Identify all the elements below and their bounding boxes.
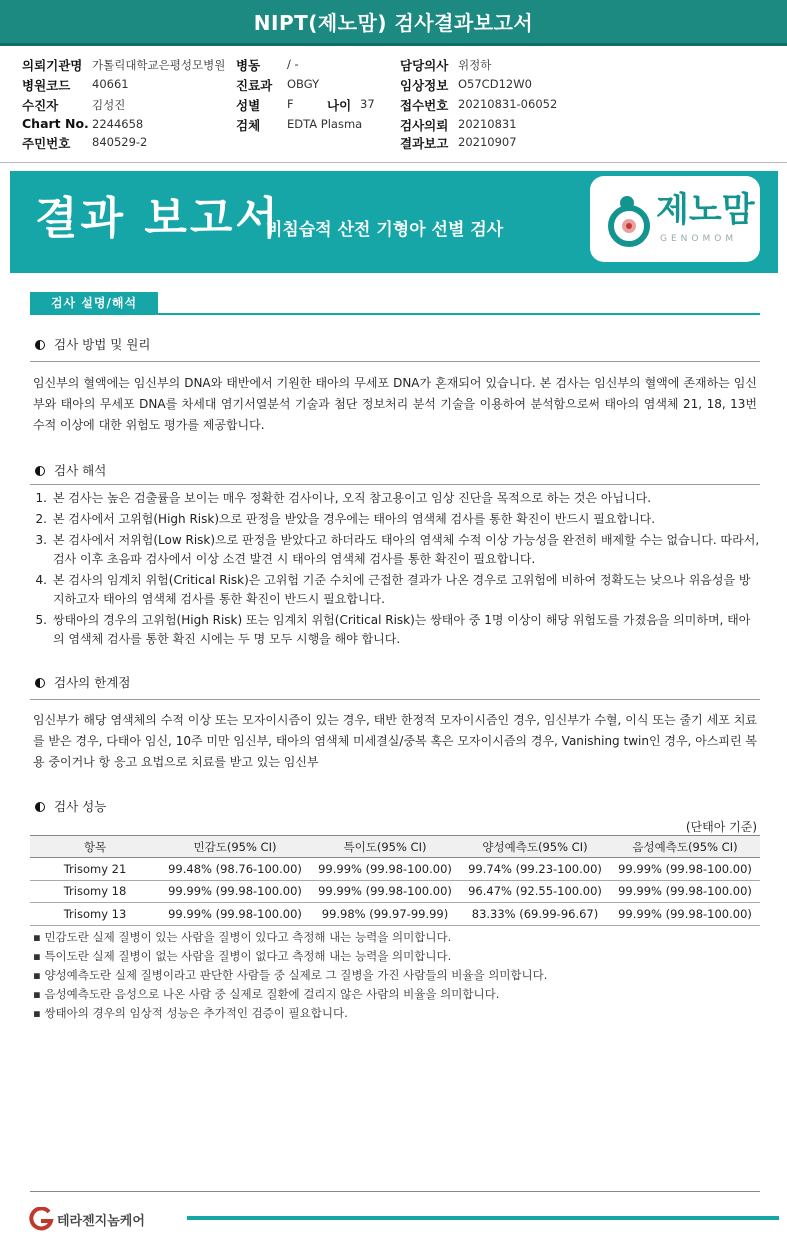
request-value: 20210831 xyxy=(458,117,517,131)
interp-title: 검사 해석 xyxy=(54,463,107,478)
specimen-value: EDTA Plasma xyxy=(287,117,363,131)
hospital-code-label: 병원코드 xyxy=(22,78,71,93)
report-date-label: 결과보고 xyxy=(400,136,449,151)
method-text: 임신부의 혈액에는 임신부의 DNA와 태반에서 기원한 태아의 무세포 DNA가 혼재되어 있습니다. 본 검사는 임신부의 혈액에 존재하는 임신부와 태아의 무세포 DNA를 차세대 염기서열분석 기술과 첨단 정보처리 분석 기술을 이용하여 분석함으로써 태아의 염색체 21, 18, 13번 수적 이상에 대한 위험도 평가를 제공합니다. xyxy=(33,376,757,432)
half-circle-icon xyxy=(35,340,45,350)
list-item: 1. 본 검사는 높은 검출률을 보이는 매우 정확한 검사이나, 오직 참고용이고 임상 진단을 목적으로 하는 것은 아닙니다. xyxy=(35,491,652,505)
method-divider xyxy=(30,361,760,362)
section-tab: 검사 설명/해석 xyxy=(30,292,158,314)
note-item: ▪ 쌍태아의 경우의 임상적 성능은 추가적인 검증이 필요합니다. xyxy=(33,1006,348,1020)
rrn-label: 주민번호 xyxy=(22,136,71,151)
genomom-logo xyxy=(590,176,760,262)
banner-title: 결과 보고서 xyxy=(35,193,281,244)
department-value: OBGY xyxy=(287,77,320,91)
hospital-code-value: 40661 xyxy=(92,77,129,91)
doctor-value: 위정하 xyxy=(458,58,492,72)
method-title: 검사 방법 및 원리 xyxy=(54,337,151,352)
performance-table xyxy=(30,835,760,926)
ward-value: / - xyxy=(287,57,299,71)
company-logo xyxy=(27,1207,145,1231)
table-row: Trisomy 18 99.99% (99.98-100.00) 99.99% (99.98-100.00) 96.47% (92.55-100.00) 99.99% (99.98-100.00) xyxy=(30,880,760,903)
list-item: 4. 본 검사의 임계치 위험(Critical Risk)은 고위험 기준 수치에 근접한 결과가 나온 경우로 고위험에 비하여 정확도는 낮으나 위음성을 방지하고자 태아의 염색체 검사를 통한 확진이 반드시 필요합니다. xyxy=(35,573,751,606)
col-item: 항목 xyxy=(30,836,160,858)
footer-bar xyxy=(187,1216,779,1220)
interp-list xyxy=(33,489,760,651)
department-label: 진료과 xyxy=(236,78,273,93)
table-row: Trisomy 13 99.99% (99.98-100.00) 99.98% (99.97-99.99) 83.33% (69.99-96.67) 99.99% (99.98-100.00) xyxy=(30,903,760,926)
table-row: Trisomy 21 99.48% (98.76-100.00) 99.99% (99.98-100.00) 99.74% (99.23-100.00) 99.99% (99.98-100.00) xyxy=(30,858,760,881)
limit-text: 임신부가 해당 염색체의 수적 이상 또는 모자이시즘이 있는 경우, 태반 한정적 모자이시즘인 경우, 임신부가 수혈, 이식 또는 줄기 세포 치료를 받은 경우, 다태아 임신, 10주 미만 임신부, 태아의 염색체 미세결실/중복 혹은 모자이시즘의 경우, Vanishing twin인 경우, 아스피린 복용 중이거나 항 응고 요법으로 치료를 받고 있는 임신부 xyxy=(33,713,757,769)
half-circle-icon xyxy=(35,678,45,688)
note-item: ▪ 음성예측도란 음성으로 나온 사람 중 실제로 질환에 걸리지 않은 사람의 비율을 의미합니다. xyxy=(33,987,500,1001)
info-divider xyxy=(0,162,787,163)
chart-value: 2244658 xyxy=(92,117,144,131)
ward-label: 병동 xyxy=(236,58,261,73)
col-npv: 음성예측도(95% CI) xyxy=(610,836,760,858)
recipient-value: 김성진 xyxy=(92,98,126,112)
specimen-label: 검체 xyxy=(236,118,261,133)
rrn-value: 840529-2 xyxy=(92,135,148,149)
list-item: 3. 본 검사에서 저위험(Low Risk)으로 판정을 받았다고 하더라도 태아의 염색체 수적 이상 가능성을 완전히 배제할 수는 없습니다. 따라서, 검사 이후 초음파 검사에서 이상 소견 발견 시 태아의 염색체 검사를 통한 확진이 필요합니다. xyxy=(35,533,760,566)
logo-english-text: GENOMOM xyxy=(660,234,738,244)
half-circle-icon xyxy=(35,802,45,812)
table-header-row xyxy=(30,836,760,858)
company-name: 테라젠지놈케어 xyxy=(57,1214,145,1229)
request-label: 검사의뢰 xyxy=(400,118,449,133)
col-sensitivity: 민감도(95% CI) xyxy=(160,836,310,858)
logo-korean-text: 제노맘 xyxy=(656,190,755,230)
perf-notes xyxy=(33,928,760,1023)
note-item: ▪ 양성예측도란 실제 질병이라고 판단한 사람들 중 실제로 그 질병을 가진 사람들의 비율을 의미합니다. xyxy=(33,968,548,982)
section-divider xyxy=(30,313,760,315)
col-specificity: 특이도(95% CI) xyxy=(310,836,460,858)
interp-divider xyxy=(30,484,760,485)
institution-value: 가톨릭대학교은평성모병원 xyxy=(92,58,226,72)
receipt-value: 20210831-06052 xyxy=(458,97,558,111)
clinical-label: 임상정보 xyxy=(400,78,449,93)
footer-divider xyxy=(30,1191,760,1192)
institution-label: 의뢰기관명 xyxy=(22,58,83,73)
report-date-value: 20210907 xyxy=(458,135,517,149)
note-item: ▪ 특이도란 실제 질병이 없는 사람을 질병이 없다고 측정해 내는 능력을 의미합니다. xyxy=(33,949,452,963)
limit-heading xyxy=(35,673,130,691)
chart-label: Chart No. xyxy=(22,116,89,131)
age-label: 나이 xyxy=(327,98,352,113)
age-value: 37 xyxy=(360,97,375,111)
half-circle-icon xyxy=(35,466,45,476)
list-item: 5. 쌍태아의 경우의 고위험(High Risk) 또는 임계치 위험(Critical Risk)는 쌍태아 중 1명 이상이 해당 위험도를 가졌음을 의미하며, 태아의 염색체 검사를 통한 확진 시에는 두 명 모두 시행을 해야 합니다. xyxy=(35,613,751,646)
banner-subtitle: 비침습적 산전 기형아 선별 검사 xyxy=(266,220,504,240)
list-item: 2. 본 검사에서 고위험(High Risk)으로 판정을 받았을 경우에는 태아의 염색체 검사를 통한 확진이 반드시 필요합니다. xyxy=(35,512,656,526)
clinical-value: O57CD12W0 xyxy=(458,77,532,91)
interp-heading xyxy=(35,461,106,479)
report-title: NIPT(제노맘) 검사결과보고서 xyxy=(253,11,534,35)
limit-divider xyxy=(30,699,760,700)
limit-title: 검사의 한계점 xyxy=(54,675,131,690)
genomom-mark-icon xyxy=(604,193,654,249)
recipient-label: 수진자 xyxy=(22,98,59,113)
perf-title: 검사 성능 xyxy=(54,799,107,814)
perf-heading xyxy=(35,797,106,815)
sex-label: 성별 xyxy=(236,98,261,113)
company-mark-icon xyxy=(27,1207,55,1231)
doctor-label: 담당의사 xyxy=(400,58,449,73)
sex-value: F xyxy=(287,97,294,111)
result-banner xyxy=(10,171,778,273)
col-ppv: 양성예측도(95% CI) xyxy=(460,836,610,858)
perf-unit: (단태아 기준) xyxy=(685,820,757,834)
note-item: ▪ 민감도란 실제 질병이 있는 사람을 질병이 있다고 측정해 내는 능력을 의미합니다. xyxy=(33,930,452,944)
method-heading xyxy=(35,335,150,353)
receipt-label: 접수번호 xyxy=(400,98,449,113)
